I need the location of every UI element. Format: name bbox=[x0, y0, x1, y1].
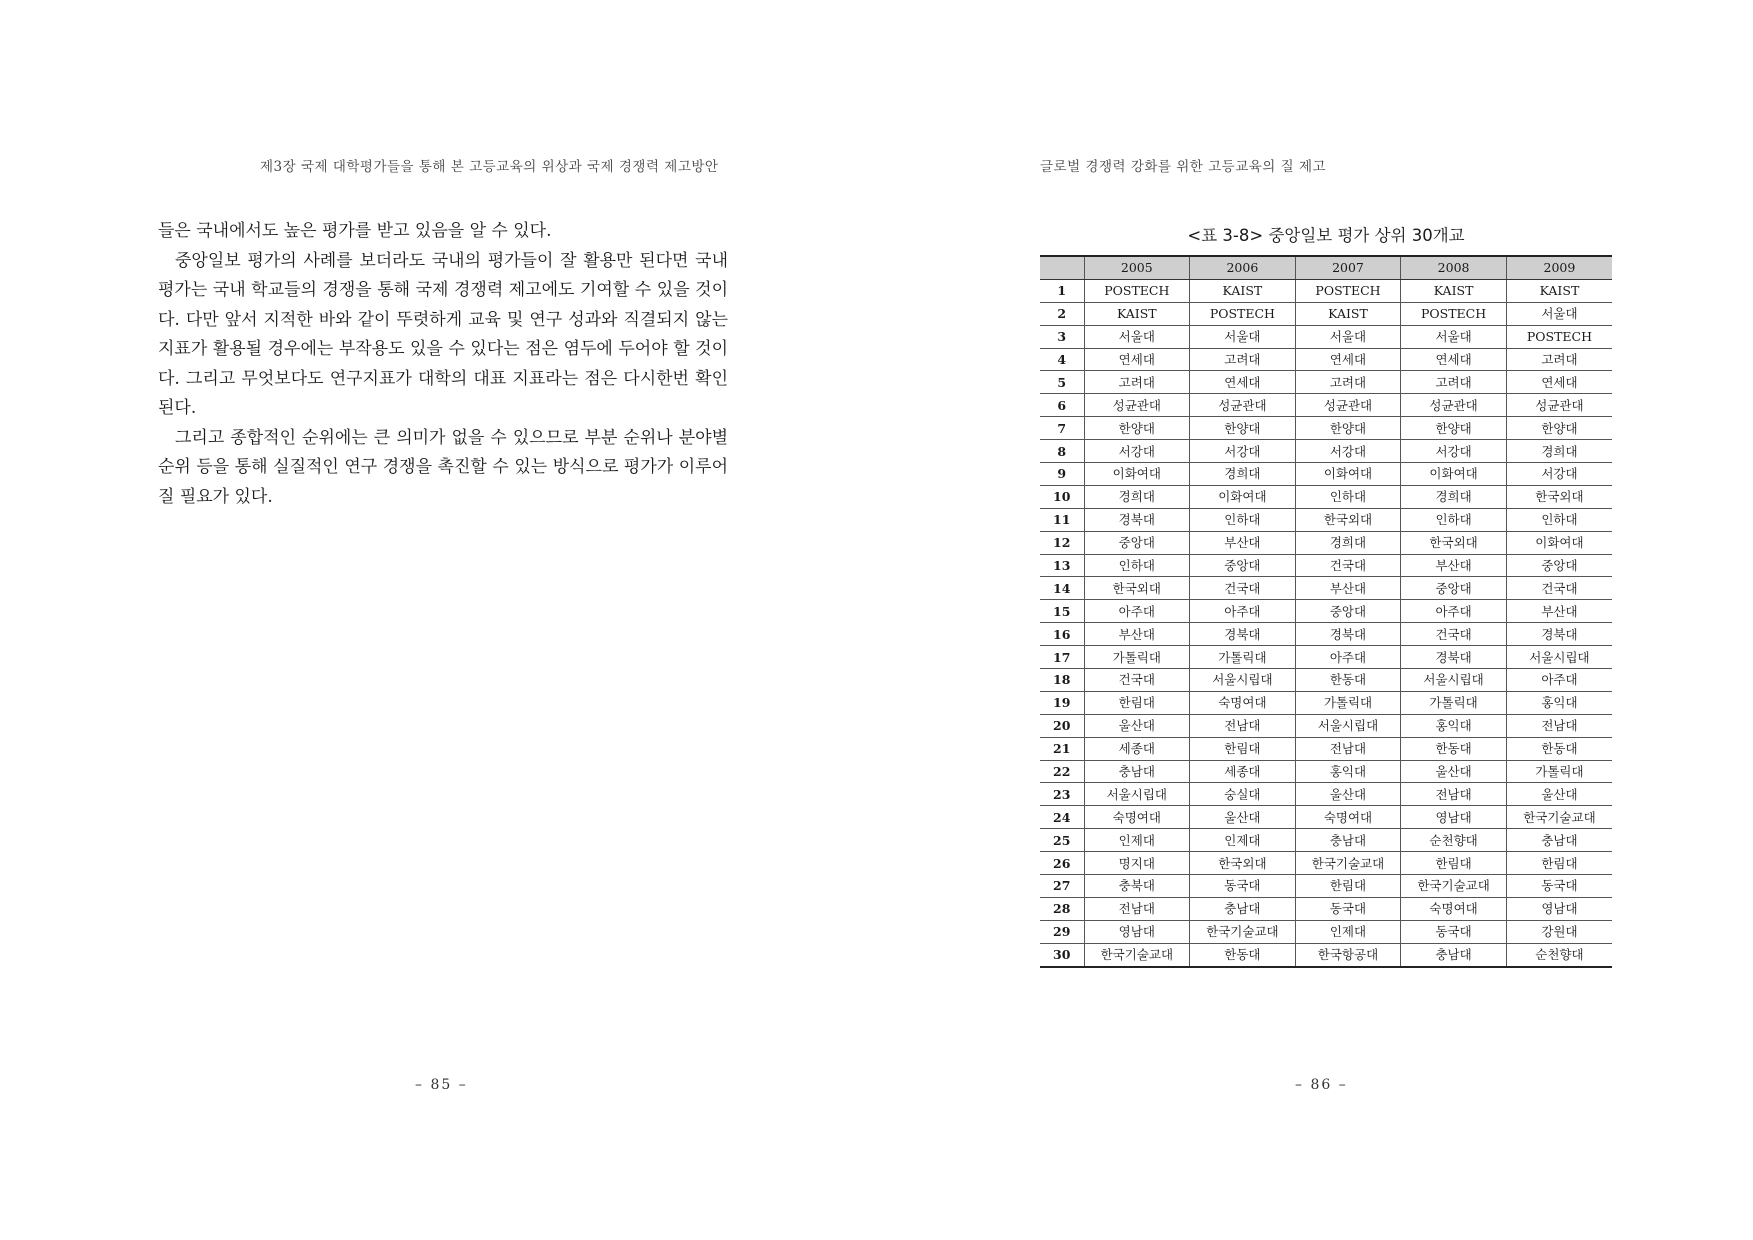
rank-cell: 27 bbox=[1040, 875, 1084, 898]
university-cell: 부산대 bbox=[1295, 577, 1401, 600]
university-cell: 건국대 bbox=[1506, 577, 1612, 600]
table-row bbox=[1040, 394, 1612, 417]
university-cell: 울산대 bbox=[1190, 806, 1296, 829]
table-title: <표 3-8> 중앙일보 평가 상위 30개교 bbox=[1187, 226, 1465, 245]
rank-cell: 17 bbox=[1040, 646, 1084, 669]
university-cell: 건국대 bbox=[1401, 623, 1507, 646]
university-cell: 이화여대 bbox=[1401, 463, 1507, 486]
university-cell: 전남대 bbox=[1506, 714, 1612, 737]
university-cell: 서울대 bbox=[1190, 325, 1296, 348]
university-cell: KAIST bbox=[1401, 279, 1507, 302]
rank-cell: 26 bbox=[1040, 852, 1084, 875]
left-page-number: – 85 – bbox=[415, 1077, 468, 1093]
university-cell: 명지대 bbox=[1084, 852, 1190, 875]
header-cell-rank bbox=[1040, 256, 1084, 279]
table-row bbox=[1040, 760, 1612, 783]
right-page-number: – 86 – bbox=[1295, 1077, 1348, 1093]
university-cell: 한양대 bbox=[1084, 417, 1190, 440]
university-cell: 중앙대 bbox=[1084, 531, 1190, 554]
university-cell: 경희대 bbox=[1401, 485, 1507, 508]
university-cell: 한동대 bbox=[1401, 737, 1507, 760]
university-cell: POSTECH bbox=[1401, 302, 1507, 325]
left-running-header: 제3장 국제 대학평가들을 통해 본 고등교육의 위상과 국제 경쟁력 제고방안 bbox=[260, 159, 719, 175]
university-cell: 서울대 bbox=[1506, 302, 1612, 325]
university-cell: 한양대 bbox=[1295, 417, 1401, 440]
university-cell: 연세대 bbox=[1401, 348, 1507, 371]
rank-cell: 6 bbox=[1040, 394, 1084, 417]
university-cell: 숙명여대 bbox=[1084, 806, 1190, 829]
left-body-text bbox=[158, 217, 728, 512]
university-cell: 울산대 bbox=[1295, 783, 1401, 806]
university-cell: 충남대 bbox=[1084, 760, 1190, 783]
university-cell: 한국기술교대 bbox=[1295, 852, 1401, 875]
university-cell: 세종대 bbox=[1084, 737, 1190, 760]
university-cell: 경북대 bbox=[1295, 623, 1401, 646]
university-cell: 서강대 bbox=[1506, 463, 1612, 486]
university-cell: 인제대 bbox=[1190, 829, 1296, 852]
rank-cell: 14 bbox=[1040, 577, 1084, 600]
university-cell: KAIST bbox=[1084, 302, 1190, 325]
university-cell: 연세대 bbox=[1084, 348, 1190, 371]
university-cell: 홍익대 bbox=[1506, 691, 1612, 714]
university-cell: 영남대 bbox=[1506, 897, 1612, 920]
table-row bbox=[1040, 897, 1612, 920]
rank-cell: 9 bbox=[1040, 463, 1084, 486]
university-cell: 성균관대 bbox=[1401, 394, 1507, 417]
university-cell: 순천향대 bbox=[1401, 829, 1507, 852]
university-cell: 전남대 bbox=[1190, 714, 1296, 737]
university-cell: POSTECH bbox=[1295, 279, 1401, 302]
table-row bbox=[1040, 829, 1612, 852]
table-body bbox=[1040, 279, 1612, 966]
university-cell: 중앙대 bbox=[1401, 577, 1507, 600]
university-cell: 한양대 bbox=[1401, 417, 1507, 440]
university-cell: 경희대 bbox=[1190, 463, 1296, 486]
university-cell: 건국대 bbox=[1084, 669, 1190, 692]
rank-cell: 10 bbox=[1040, 485, 1084, 508]
university-cell: 서강대 bbox=[1401, 440, 1507, 463]
university-cell: 중앙대 bbox=[1295, 600, 1401, 623]
university-cell: 한양대 bbox=[1190, 417, 1296, 440]
right-running-header: 글로벌 경쟁력 강화를 위한 고등교육의 질 제고 bbox=[1040, 159, 1327, 175]
university-cell: 영남대 bbox=[1401, 806, 1507, 829]
university-cell: 이화여대 bbox=[1506, 531, 1612, 554]
university-cell: 성균관대 bbox=[1506, 394, 1612, 417]
university-cell: 중앙대 bbox=[1190, 554, 1296, 577]
table-row bbox=[1040, 485, 1612, 508]
university-cell: 한국기술교대 bbox=[1506, 806, 1612, 829]
university-cell: KAIST bbox=[1190, 279, 1296, 302]
rank-cell: 19 bbox=[1040, 691, 1084, 714]
table-row bbox=[1040, 691, 1612, 714]
university-cell: 한국외대 bbox=[1401, 531, 1507, 554]
university-cell: 중앙대 bbox=[1506, 554, 1612, 577]
table-row bbox=[1040, 806, 1612, 829]
university-cell: 한국외대 bbox=[1190, 852, 1296, 875]
rank-cell: 29 bbox=[1040, 920, 1084, 943]
university-cell: 이화여대 bbox=[1084, 463, 1190, 486]
header-cell-2007: 2007 bbox=[1295, 256, 1401, 279]
rank-cell: 4 bbox=[1040, 348, 1084, 371]
table-row bbox=[1040, 371, 1612, 394]
rank-cell: 13 bbox=[1040, 554, 1084, 577]
rank-cell: 28 bbox=[1040, 897, 1084, 920]
university-cell: 세종대 bbox=[1190, 760, 1296, 783]
table-row bbox=[1040, 669, 1612, 692]
university-cell: 부산대 bbox=[1401, 554, 1507, 577]
university-cell: 경희대 bbox=[1506, 440, 1612, 463]
university-cell: 서강대 bbox=[1190, 440, 1296, 463]
university-cell: 전남대 bbox=[1401, 783, 1507, 806]
university-cell: 홍익대 bbox=[1295, 760, 1401, 783]
university-cell: 고려대 bbox=[1401, 371, 1507, 394]
university-cell: 경북대 bbox=[1190, 623, 1296, 646]
rank-cell: 1 bbox=[1040, 279, 1084, 302]
university-cell: 서강대 bbox=[1084, 440, 1190, 463]
university-cell: 이화여대 bbox=[1295, 463, 1401, 486]
university-cell: 서울대 bbox=[1401, 325, 1507, 348]
university-cell: 한국기술교대 bbox=[1401, 875, 1507, 898]
rank-cell: 23 bbox=[1040, 783, 1084, 806]
university-cell: 아주대 bbox=[1401, 600, 1507, 623]
rank-cell: 3 bbox=[1040, 325, 1084, 348]
rank-cell: 20 bbox=[1040, 714, 1084, 737]
table-row bbox=[1040, 714, 1612, 737]
university-cell: POSTECH bbox=[1084, 279, 1190, 302]
header-cell-2006: 2006 bbox=[1190, 256, 1296, 279]
university-cell: 한국외대 bbox=[1295, 508, 1401, 531]
university-cell: 고려대 bbox=[1506, 348, 1612, 371]
university-cell: 부산대 bbox=[1084, 623, 1190, 646]
university-cell: 고려대 bbox=[1295, 371, 1401, 394]
university-cell: 충남대 bbox=[1190, 897, 1296, 920]
table-row bbox=[1040, 531, 1612, 554]
university-cell: POSTECH bbox=[1506, 325, 1612, 348]
university-cell: 강원대 bbox=[1506, 920, 1612, 943]
university-cell: 동국대 bbox=[1506, 875, 1612, 898]
rank-cell: 8 bbox=[1040, 440, 1084, 463]
university-cell: 인제대 bbox=[1084, 829, 1190, 852]
university-cell: 아주대 bbox=[1295, 646, 1401, 669]
university-cell: 서울대 bbox=[1295, 325, 1401, 348]
header-cell-2009: 2009 bbox=[1506, 256, 1612, 279]
university-cell: 충남대 bbox=[1506, 829, 1612, 852]
university-cell: 동국대 bbox=[1401, 920, 1507, 943]
university-cell: 한양대 bbox=[1506, 417, 1612, 440]
university-cell: 인하대 bbox=[1401, 508, 1507, 531]
university-cell: 울산대 bbox=[1401, 760, 1507, 783]
rank-cell: 12 bbox=[1040, 531, 1084, 554]
university-cell: 가톨릭대 bbox=[1401, 691, 1507, 714]
university-cell: 성균관대 bbox=[1295, 394, 1401, 417]
table-row bbox=[1040, 920, 1612, 943]
university-cell: 한림대 bbox=[1506, 852, 1612, 875]
paragraph-2: 중앙일보 평가의 사례를 보더라도 국내의 평가들이 잘 활용만 된다면 국내 평가는 국내 학교들의 경쟁을 통해 국제 경쟁력 제고에도 기여할 수 있을 것이다. 다만 앞서 지적한 바와 같이 뚜렷하게 교육 및 연구 성과와 직결되지 않는 지표가 활용될 경우에는 부작용도 있을 수 있다는 점은 염두에 두어야 할 것이다. 그리고 무엇보다도 연구지표가 대학의 대표 지표라는 점은 다시한번 확인된다. bbox=[158, 250, 728, 418]
university-cell: 충북대 bbox=[1084, 875, 1190, 898]
header-cell-2008: 2008 bbox=[1401, 256, 1507, 279]
table-row bbox=[1040, 783, 1612, 806]
university-cell: 성균관대 bbox=[1190, 394, 1296, 417]
table-row bbox=[1040, 508, 1612, 531]
table-row bbox=[1040, 302, 1612, 325]
university-cell: 한동대 bbox=[1506, 737, 1612, 760]
table-row bbox=[1040, 440, 1612, 463]
university-cell: 인하대 bbox=[1084, 554, 1190, 577]
table-row bbox=[1040, 348, 1612, 371]
table-row bbox=[1040, 737, 1612, 760]
rank-cell: 7 bbox=[1040, 417, 1084, 440]
university-cell: 한림대 bbox=[1401, 852, 1507, 875]
university-cell: 숙명여대 bbox=[1295, 806, 1401, 829]
university-cell: 한국외대 bbox=[1506, 485, 1612, 508]
rank-cell: 18 bbox=[1040, 669, 1084, 692]
table-row bbox=[1040, 600, 1612, 623]
table-row bbox=[1040, 279, 1612, 302]
university-cell: 인제대 bbox=[1295, 920, 1401, 943]
university-cell: 경희대 bbox=[1084, 485, 1190, 508]
university-cell: 성균관대 bbox=[1084, 394, 1190, 417]
university-cell: POSTECH bbox=[1190, 302, 1296, 325]
university-cell: 한림대 bbox=[1190, 737, 1296, 760]
table-row bbox=[1040, 875, 1612, 898]
university-cell: 부산대 bbox=[1190, 531, 1296, 554]
university-cell: 충남대 bbox=[1401, 943, 1507, 966]
university-cell: 연세대 bbox=[1506, 371, 1612, 394]
university-cell: 순천향대 bbox=[1506, 943, 1612, 966]
rank-cell: 15 bbox=[1040, 600, 1084, 623]
university-cell: 건국대 bbox=[1190, 577, 1296, 600]
university-cell: 울산대 bbox=[1084, 714, 1190, 737]
university-cell: 가톨릭대 bbox=[1190, 646, 1296, 669]
university-cell: 경북대 bbox=[1084, 508, 1190, 531]
rank-cell: 30 bbox=[1040, 943, 1084, 966]
table-row bbox=[1040, 463, 1612, 486]
university-cell: 한국기술교대 bbox=[1190, 920, 1296, 943]
paragraph-3: 그리고 종합적인 순위에는 큰 의미가 없을 수 있으므로 부분 순위나 분야별 순위 등을 통해 실질적인 연구 경쟁을 촉진할 수 있는 방식으로 평가가 이루어질 필요가 있다. bbox=[158, 427, 728, 507]
university-cell: 아주대 bbox=[1190, 600, 1296, 623]
university-cell: 가톨릭대 bbox=[1295, 691, 1401, 714]
ranking-table bbox=[1040, 255, 1612, 968]
rank-cell: 2 bbox=[1040, 302, 1084, 325]
university-cell: 연세대 bbox=[1295, 348, 1401, 371]
university-cell: 서울시립대 bbox=[1401, 669, 1507, 692]
university-cell: 전남대 bbox=[1295, 737, 1401, 760]
university-cell: 가톨릭대 bbox=[1506, 760, 1612, 783]
university-cell: 아주대 bbox=[1084, 600, 1190, 623]
university-cell: 경북대 bbox=[1506, 623, 1612, 646]
university-cell: 이화여대 bbox=[1190, 485, 1296, 508]
table-row bbox=[1040, 577, 1612, 600]
university-cell: 영남대 bbox=[1084, 920, 1190, 943]
university-cell: 아주대 bbox=[1506, 669, 1612, 692]
university-cell: 한국기술교대 bbox=[1084, 943, 1190, 966]
university-cell: 한동대 bbox=[1190, 943, 1296, 966]
university-cell: KAIST bbox=[1506, 279, 1612, 302]
university-cell: 숙명여대 bbox=[1401, 897, 1507, 920]
table-row bbox=[1040, 646, 1612, 669]
university-cell: 서울시립대 bbox=[1295, 714, 1401, 737]
university-cell: 인하대 bbox=[1190, 508, 1296, 531]
university-cell: 충남대 bbox=[1295, 829, 1401, 852]
rank-cell: 25 bbox=[1040, 829, 1084, 852]
university-cell: 서울시립대 bbox=[1084, 783, 1190, 806]
university-cell: 서울시립대 bbox=[1190, 669, 1296, 692]
table-row bbox=[1040, 554, 1612, 577]
rank-cell: 22 bbox=[1040, 760, 1084, 783]
rank-cell: 21 bbox=[1040, 737, 1084, 760]
rank-cell: 24 bbox=[1040, 806, 1084, 829]
university-cell: 연세대 bbox=[1190, 371, 1296, 394]
university-cell: 경희대 bbox=[1295, 531, 1401, 554]
university-cell: 울산대 bbox=[1506, 783, 1612, 806]
university-cell: 한동대 bbox=[1295, 669, 1401, 692]
university-cell: 한국항공대 bbox=[1295, 943, 1401, 966]
university-cell: 건국대 bbox=[1295, 554, 1401, 577]
university-cell: 고려대 bbox=[1084, 371, 1190, 394]
rank-cell: 11 bbox=[1040, 508, 1084, 531]
university-cell: 고려대 bbox=[1190, 348, 1296, 371]
university-cell: 경북대 bbox=[1401, 646, 1507, 669]
university-cell: 인하대 bbox=[1295, 485, 1401, 508]
paragraph-1: 들은 국내에서도 높은 평가를 받고 있음을 알 수 있다. bbox=[158, 221, 552, 241]
university-cell: 부산대 bbox=[1506, 600, 1612, 623]
table-row bbox=[1040, 417, 1612, 440]
table-row bbox=[1040, 623, 1612, 646]
university-cell: 한림대 bbox=[1295, 875, 1401, 898]
rank-cell: 5 bbox=[1040, 371, 1084, 394]
table-row bbox=[1040, 943, 1612, 966]
university-cell: 동국대 bbox=[1190, 875, 1296, 898]
university-cell: 전남대 bbox=[1084, 897, 1190, 920]
table-header-row bbox=[1040, 256, 1612, 279]
university-cell: 한림대 bbox=[1084, 691, 1190, 714]
header-cell-2005: 2005 bbox=[1084, 256, 1190, 279]
university-cell: 숭실대 bbox=[1190, 783, 1296, 806]
university-cell: 서울시립대 bbox=[1506, 646, 1612, 669]
university-cell: KAIST bbox=[1295, 302, 1401, 325]
university-cell: 서강대 bbox=[1295, 440, 1401, 463]
university-cell: 동국대 bbox=[1295, 897, 1401, 920]
university-cell: 서울대 bbox=[1084, 325, 1190, 348]
university-cell: 홍익대 bbox=[1401, 714, 1507, 737]
university-cell: 인하대 bbox=[1506, 508, 1612, 531]
table-row bbox=[1040, 852, 1612, 875]
rank-cell: 16 bbox=[1040, 623, 1084, 646]
table-row bbox=[1040, 325, 1612, 348]
university-cell: 숙명여대 bbox=[1190, 691, 1296, 714]
university-cell: 가톨릭대 bbox=[1084, 646, 1190, 669]
university-cell: 한국외대 bbox=[1084, 577, 1190, 600]
